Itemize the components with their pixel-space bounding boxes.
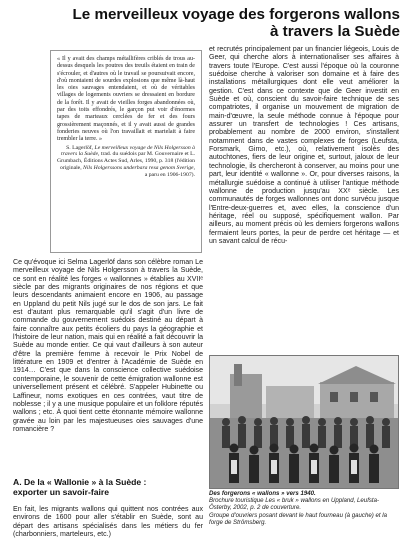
section-heading-line-1: A. De la « Wallonie » à la Suède : bbox=[13, 477, 147, 487]
quote-source-title: Le merveilleux voyage de Nils Holgersson à travers la Suède, bbox=[61, 144, 195, 158]
historical-photo bbox=[209, 355, 399, 489]
quote-source-end: a paru en 1906-1907). bbox=[144, 172, 195, 179]
quote-source-original: Nils Holgerssons underbara resa genom Sverige, bbox=[83, 165, 195, 172]
left-column-paragraph: Ce qu'évoque ici Selma Lagerlöf dans son célèbre roman Le merveilleux voyage de Nils Holgersson à travers la Suède, ce sont en réalité les forges « wallonnes » établies au XVIIᵉ siècle par des migrants originaires de nos régions et que leurs descendants animaient encore en 1906, au passage en Uppland du petit Nils jugé sur le dos de son jars. Le fait est d'autant plus remarquable qu'il s'agit d'un livre de commande du gouvernement suédois destiné au départ à faire connaître aux petits écoliers du pays la géographie et l'histoire de leur nation, mais qui en réalité a fait découvrir la Suède au monde entier. Ce qui vaut d'ailleurs à son auteur d'être la première femme à recevoir le Prix Nobel de littérature en 1909 et d'entrer à l'Académie de Suède en 1914… C'est que dans la conscience collective suédoise contemporaine, le souvenir de cette émigration wallonne est universellement présent et célébré. S'appeler Hubinette ou Laffineur, noms exotiques en ces contrées, vaut titre de noblesse ; il y a une musique populaire et un folklore réputés wallons ; etc. À quoi tient cette étonnante mémoire wallonne gravée au loin par les majestueuses oies sauvages d'une romancière ? bbox=[13, 259, 203, 433]
section-heading-line-2: exporter un savoir-faire bbox=[13, 486, 109, 497]
caption-title: Des forgerons « wallons » vers 1940. bbox=[209, 490, 316, 497]
photo-caption bbox=[209, 490, 399, 526]
right-column-paragraph: et recrutés principalement par un financier liégeois, Louis de Geer, qui cherche alors à internationaliser ses affaires à travers toute l'Europe. C'est aussi l'époque où la couronne suédoise cherche à valoriser son domaine et à faire des installations métallurgiques dont elle veut améliorer la gestion. C'est dans ce contexte que de Geer investit en Suède et où, conscient du savoir-faire technique de ses compatriotes, il organise un mouvement de migration de main-d'œuvre, la seule méthode connue à l'époque pour assurer un transfert de technologies ! Ces artisans, probablement au nombre de 2000 environ, s'installent notamment dans de vastes complexes de forges (Leufsta, Forsmark, Gimo, etc.), où, relativement isolés des autochtones, fiers de leur origine et, surtout, jaloux de leur technologie, ils chercheront à conserver, au moins pour une part, leur identité « wallonne ». Or, pour diverses raisons, la métallurgie suédoise a continué à utiliser l'antique méthode wallonne de production jusqu'au XXᵉ siècle. Les communautés de forges wallonnes ont donc survécu jusque l'Entre-deux-guerres et, avec elles, la conscience d'un héritage, réel ou supposé, spécifiquement wallon. Par ailleurs, au moment précis où les derniers forgerons wallons fermaient leurs portes, la peur de perdre cet héritage — et un savant calcul de récu- bbox=[209, 46, 399, 245]
section-heading bbox=[13, 478, 203, 497]
quote-source bbox=[57, 145, 195, 180]
section-paragraph: En fait, les migrants wallons qui quittent nos contrées aux environs de 1600 pour aller s'établir en Suède, sont au départ des artisans spécialisés dans les métiers du fer (charbonniers, marteleurs, etc.) bbox=[13, 506, 203, 539]
title-line-1: Le merveilleux voyage des forgerons wallons bbox=[72, 6, 400, 23]
photo-illustration bbox=[210, 356, 399, 489]
caption-line-2: Groupe d'ouvriers posant devant le haut fourneau (à gauche) et la forge de Strömsberg. bbox=[209, 511, 387, 526]
article-title bbox=[30, 6, 400, 40]
quote-box bbox=[50, 50, 202, 253]
title-line-2: à travers la Suède bbox=[269, 23, 400, 40]
quote-source-author: S. Lagerlöf, bbox=[66, 144, 94, 151]
caption-line-1: Brochure touristique Les « bruk » wallons en Uppland, Leufsta-Österby, 2002, p. 2 de couverture. bbox=[209, 497, 380, 512]
quote-source-rest: trad. du suédois par M. Gouvernaire et L. Grumbach, Éditions Actes Sud, Arles, 1990, p. 318 (l'édition originale, bbox=[57, 151, 195, 172]
quote-text: « Il y avait des champs métallifères criblés de trous au-dessus desquels les poutres des treuils étaient en train de s'écrouler, et d'autres où le travail se poursuivait encore, d'où montaient de sourdes explosions que même là-haut les oies sauvages entendaient, et où de véritables villages de logements ouvriers se dressaient en bordure de la forêt. Il y avait de vieilles forges abandonnées où, par des toits effondrés, le garçon put voir d'énormes tapes de marteaux cerclées de fer et des fours grossièrement maçonnés, et il y avait aussi de grandes fonderies neuves où l'on travaillait et martelait à faire trembler la terre. » bbox=[57, 56, 195, 143]
